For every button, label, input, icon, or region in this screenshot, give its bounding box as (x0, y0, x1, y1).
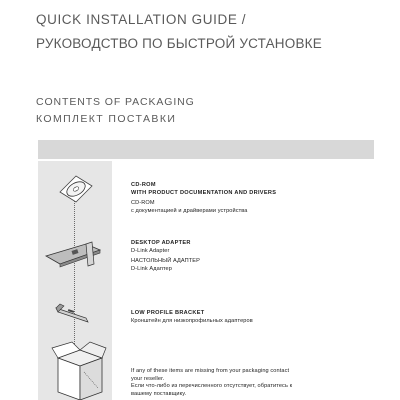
dotted-connector (74, 200, 75, 350)
item-bracket-heading-en: LOW PROFILE BRACKET (131, 310, 205, 316)
title-russian: РУКОВОДСТВО ПО БЫСТРОЙ УСТАНОВКЕ (36, 36, 322, 51)
network-adapter-icon (42, 238, 104, 272)
item-desktop-adapter (131, 240, 381, 273)
cd-disc-icon (56, 172, 96, 206)
item-cd-rom-heading-ru: CD-ROM (131, 200, 155, 206)
section-heading-english: CONTENTS OF PACKAGING (36, 96, 195, 108)
note-ru-line-2: вашему поставщику. (131, 390, 187, 397)
item-cd-rom (131, 182, 381, 215)
section-heading-russian: КОМПЛЕКТ ПОСТАВКИ (36, 113, 177, 125)
section-divider-bar (38, 140, 374, 159)
item-bracket-description-ru: Кронштейн для низкопрофильных адаптеров (131, 317, 253, 324)
item-adapter-heading-en: DESKTOP ADAPTER (131, 240, 191, 246)
note-en-line-1: If any of these items are missing from your packaging contact (131, 368, 290, 374)
note-en-line-2: your reseller. (131, 375, 165, 382)
item-cd-rom-heading-en: CD-ROM (131, 182, 156, 188)
item-adapter-heading-ru: НАСТОЛЬНЫЙ АДАПТЕР (131, 258, 200, 264)
note-ru-line-1: Если что-либо из перечисленного отсутствует, обратитесь к (131, 383, 293, 390)
item-cd-rom-description-en: WITH PRODUCT DOCUMENTATION AND DRIVERS (131, 189, 277, 196)
item-low-profile-bracket (131, 310, 381, 325)
title-english: QUICK INSTALLATION GUIDE / (36, 12, 247, 27)
item-cd-rom-description-ru: с документацией и драйверами устройства (131, 207, 248, 214)
open-box-icon (50, 340, 108, 400)
item-adapter-description-en: D-Link Adapter (131, 247, 170, 254)
missing-items-note (131, 368, 381, 398)
item-adapter-description-ru: D-Link Адаптер (131, 265, 172, 272)
low-profile-bracket-icon (52, 300, 96, 326)
